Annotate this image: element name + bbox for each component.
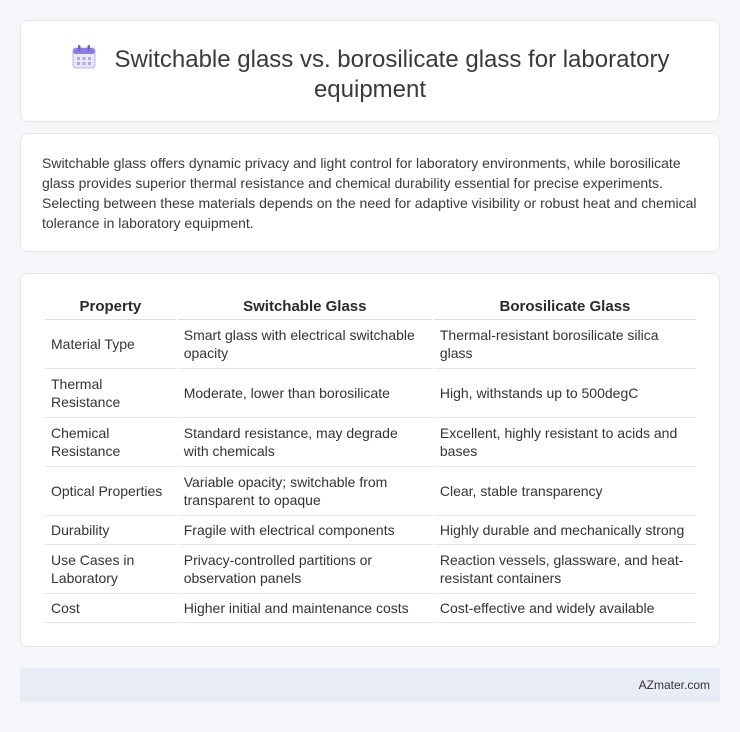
property-cell: Material Type [45,320,176,369]
borosilicate-cell: High, withstands up to 500degC [434,369,696,418]
table-row [45,516,696,545]
intro-card [20,133,720,252]
borosilicate-cell: Thermal-resistant borosilicate silica glass [434,320,696,369]
header-borosilicate-glass: Borosilicate Glass [434,296,696,320]
table-row [45,418,696,467]
header-property: Property [45,296,176,320]
header-switchable-glass: Switchable Glass [178,296,432,320]
page-title: Switchable glass vs. borosilicate glass for laboratory equipment [114,46,670,103]
table-row [45,545,696,594]
property-cell: Optical Properties [45,467,176,516]
comparison-card [20,273,720,647]
footer-bar [20,668,720,702]
table-row [45,320,696,369]
table-row [45,467,696,516]
borosilicate-cell: Cost-effective and widely available [434,594,696,623]
borosilicate-cell: Reaction vessels, glassware, and heat-resistant containers [434,545,696,594]
property-cell: Durability [45,516,176,545]
table-row [45,594,696,623]
borosilicate-cell: Excellent, highly resistant to acids and bases [434,418,696,467]
table-row [45,369,696,418]
table-header-row [45,296,696,320]
calendar-icon [71,44,97,70]
property-cell: Chemical Resistance [45,418,176,467]
switchable-cell: Privacy-controlled partitions or observation panels [178,545,432,594]
switchable-cell: Standard resistance, may degrade with chemicals [178,418,432,467]
switchable-cell: Moderate, lower than borosilicate [178,369,432,418]
borosilicate-cell: Highly durable and mechanically strong [434,516,696,545]
switchable-cell: Variable opacity; switchable from transparent to opaque [178,467,432,516]
property-cell: Cost [45,594,176,623]
switchable-cell: Higher initial and maintenance costs [178,594,432,623]
page-title-container [61,44,679,105]
property-cell: Use Cases in Laboratory [45,545,176,594]
intro-paragraph: Switchable glass offers dynamic privacy and light control for laboratory environments, while borosilicate glass provides superior thermal resistance and chemical durability essential for precise experiments. Selecting between these materials depends on the need for adaptive visibility or robust heat and chemical tolerance in laboratory equipment. [42,155,697,231]
comparison-table [43,296,698,623]
switchable-cell: Smart glass with electrical switchable opacity [178,320,432,369]
borosilicate-cell: Clear, stable transparency [434,467,696,516]
footer-brand: AZmater.com [638,678,710,692]
switchable-cell: Fragile with electrical components [178,516,432,545]
title-card [20,20,720,122]
property-cell: Thermal Resistance [45,369,176,418]
